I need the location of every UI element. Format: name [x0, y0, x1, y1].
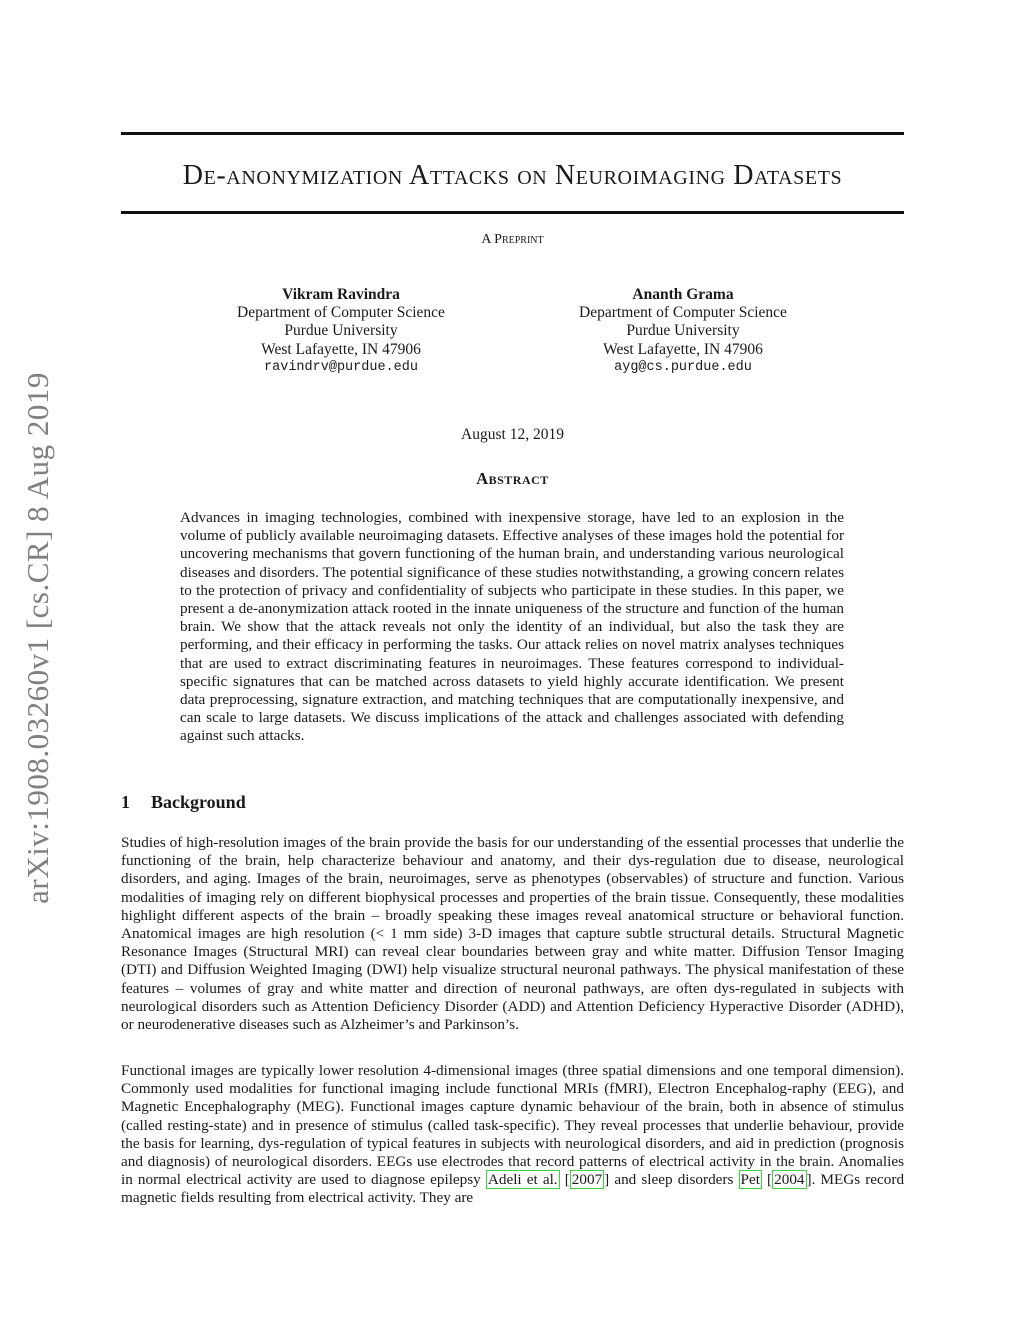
paragraph-2: Functional images are typically lower resolution 4-dimensional images (three spatial dimensions and one temporal dimension). Commonly used modalities for functional imaging include functional MRIs (fMRI), Electron Encephalog-raphy (EEG), and Magnetic Encephalography (MEG). Functional images capture dynamic behaviour of the brain, both in absence of stimulus (called resting-state) and in presence of stimulus (called task-specific). They reveal processes that underlie behaviour, provide the basis for learning, dys-regulation of typical features in subjects with neurological disorders, and aid in prediction (prognosis and diagnosis) of neurological disorders. EEGs use electrodes that record patterns of electrical activity in the brain. Anomalies in normal electrical activity are used to diagnose epilepsy Adeli et al. [ 2007 ] and sleep disorders Pet [ 2004 ]. MEGs record magnetic fields resulting from electrical activity. They are	[121, 1062, 905, 1207]
paragraph-2-text: Functional images are typically lower resolution 4-dimensional images (three spatial dimensions and one temporal dimension). Commonly used modalities for functional imaging include functional MRIs (fMRI), Electron Encephalog-raphy (EEG), and Magnetic Encephalography (MEG). Functional images capture dynamic behaviour of the brain, both in absence of stimulus (called resting-state) and in presence of stimulus (called task-specific). They reveal processes that underlie behaviour, provide the basis for learning, dys-regulation of typical features in subjects with neurological disorders, and aid in prediction (prognosis and diagnosis) of neurological disorders. EEGs use electrodes that record patterns of electrical activity in the brain. Anomalies in normal electrical activity are used to diagnose epilepsy	[121, 1062, 904, 1189]
paragraph-2-end: . MEGs record magnetic fields resulting from electrical activity. They are	[121, 1171, 905, 1207]
paragraph-2-mid: and sleep disorders	[614, 1171, 734, 1189]
section-heading	[121, 792, 246, 813]
arxiv-stamp: arXiv:1908.03260v1 [cs.CR] 8 Aug 2019	[20, 372, 55, 904]
author-dept: Department of Computer Science	[237, 304, 445, 322]
citation-year-link-2007[interactable]: 2007	[571, 1171, 603, 1189]
abstract-heading: Abstract	[476, 469, 549, 488]
author-univ: Purdue University	[284, 322, 398, 340]
author-addr: West Lafayette, IN 47906	[603, 340, 763, 358]
author-email[interactable]: ravindrv@purdue.edu	[264, 359, 418, 375]
section-number: 1	[121, 792, 130, 812]
citation-link-pet[interactable]: Pet	[740, 1171, 760, 1189]
section-title: Background	[151, 792, 246, 812]
author-addr: West Lafayette, IN 47906	[261, 340, 421, 358]
citation-year-link-2004[interactable]: 2004	[774, 1171, 805, 1189]
citation-link-adeli[interactable]: Adeli et al.	[487, 1171, 558, 1189]
author-email[interactable]: ayg@cs.purdue.edu	[614, 359, 752, 375]
paragraph-1: Studies of high-resolution images of the brain provide the basis for our understanding of the essential processes that underlie the functioning of the brain, help characterize behaviour and anatomy, and their dys-regulation due to disease, neurological disorders, and aging. Images of the brain, neuroimages, serve as phenotypes (observables) of structure and function. Various modalities of imaging rely on different biophysical processes and properties of the brain tissue. Consequently, these modalities highlight different aspects of the brain – broadly speaking these images reveal anatomical structure or behavioral function. Anatomical images are high resolution (< 1 mm side) 3-D images that capture subtle structural details. Structural Magnetic Resonance Images (Structural MRI) can reveal clear boundaries between gray and white matter. Diffusion Tensor Imaging (DTI) and Diffusion Weighted Imaging (DWI) help visualize structural neuronal pathways. The physical manifestation of these features – volumes of gray and white matter and direction of neuronal pathways, are often dys-regulated in subjects with neurological disorders such as Attention Deficiency Disorder (ADD) and Attention Deficiency Hyperactive Disorder (ADHD), or neurodenerative diseases such as Alzheimer’s and Parkinson’s.	[121, 834, 904, 1034]
paper-date: August 12, 2019	[461, 426, 564, 443]
title-bottom-rule	[121, 211, 904, 214]
preprint-label: A Preprint	[481, 232, 544, 247]
abstract-text: Advances in imaging technologies, combined with inexpensive storage, have led to an explosion in the volume of publicly available neuroimaging datasets. Effective analyses of these images hold the potential for uncovering mechanisms that govern functioning of the human brain, and understanding various neurological diseases and disorders. The potential significance of these studies notwithstanding, a growing concern relates to the protection of privacy and confidentiality of subjects who participate in these studies. In this paper, we present a de-anonymization attack rooted in the innate uniqueness of the structure and function of the human brain. We show that the attack reveals not only the identity of an individual, but also the task they are performing, and their efficacy in performing the tasks. Our attack relies on novel matrix analyses techniques that are used to extract discriminating features in neuroimages. These features correspond to individual-specific signatures that can be matched across datasets to yield highly accurate identification. We present data preprocessing, signature extraction, and matching techniques that are computationally inexpensive, and can scale to large datasets. We discuss implications of the attack and challenges associated with defending against such attacks.	[180, 509, 844, 745]
paper-title: De-anonymization Attacks on Neuroimaging Datasets	[182, 160, 843, 191]
author-block-1	[191, 286, 491, 377]
author-name: Vikram Ravindra	[282, 286, 400, 303]
author-name: Ananth Grama	[632, 286, 734, 303]
author-univ: Purdue University	[626, 322, 740, 340]
author-dept: Department of Computer Science	[579, 304, 787, 322]
title-top-rule	[121, 132, 904, 135]
author-block-2	[533, 286, 833, 377]
